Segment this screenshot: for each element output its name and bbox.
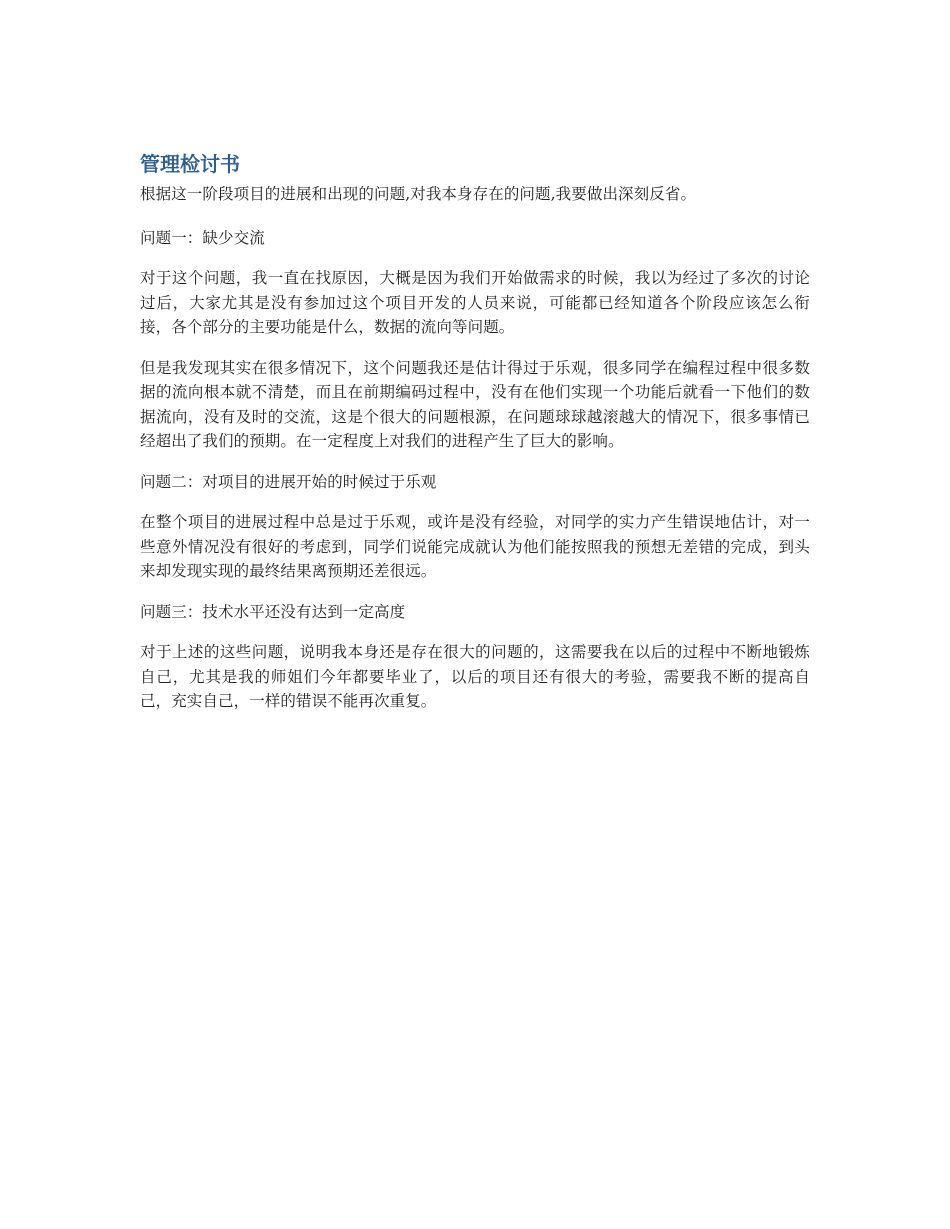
issue-two-paragraph: 在整个项目的进展过程中总是过于乐观，或许是没有经验，对同学的实力产生错误地估计，对一些意外情况没有很好的考虑到，同学们说能完成就认为他们能按照我的预想无差错的完成，到头来却发现实现的最终结果离预期还差很远。 (140, 513, 810, 580)
document-title: 管理检讨书 (140, 152, 240, 176)
issue-three-heading: 问题三：技术水平还没有达到一定高度 (140, 602, 406, 621)
issue-two-heading: 问题二：对项目的进展开始的时候过于乐观 (140, 472, 437, 491)
issue-one-paragraph-1: 对于这个问题，我一直在找原因，大概是因为我们开始做需求的时候，我以为经过了多次的讨论过后，大家尤其是没有参加过这个项目开发的人员来说，可能都已经知道各个阶段应该怎么衔接，各个部分的主要功能是什么，数据的流向等问题。 (140, 269, 810, 336)
issue-three-paragraph: 对于上述的这些问题，说明我本身还是存在很大的问题的，这需要我在以后的过程中不断地锻炼自己，尤其是我的师姐们今年都要毕业了，以后的项目还有很大的考验，需要我不断的提高自己，充实自己，一样的错误不能再次重复。 (140, 643, 810, 710)
issue-one-paragraph-2: 但是我发现其实在很多情况下，这个问题我还是估计得过于乐观，很多同学在编程过程中很多数据的流向根本就不清楚，而且在前期编码过程中，没有在他们实现一个功能后就看一下他们的数据流向，没有及时的交流，这是个很大的问题根源，在问题球球越滚越大的情况下，很多事情已经超出了我们的预期。在一定程度上对我们的进程产生了巨大的影响。 (140, 358, 810, 450)
issue-one-heading: 问题一：缺少交流 (140, 228, 265, 247)
document-page (140, 150, 810, 730)
intro-paragraph: 根据这一阶段项目的进展和出现的问题,对我本身存在的问题,我要做出深刻反省。 (140, 185, 697, 203)
